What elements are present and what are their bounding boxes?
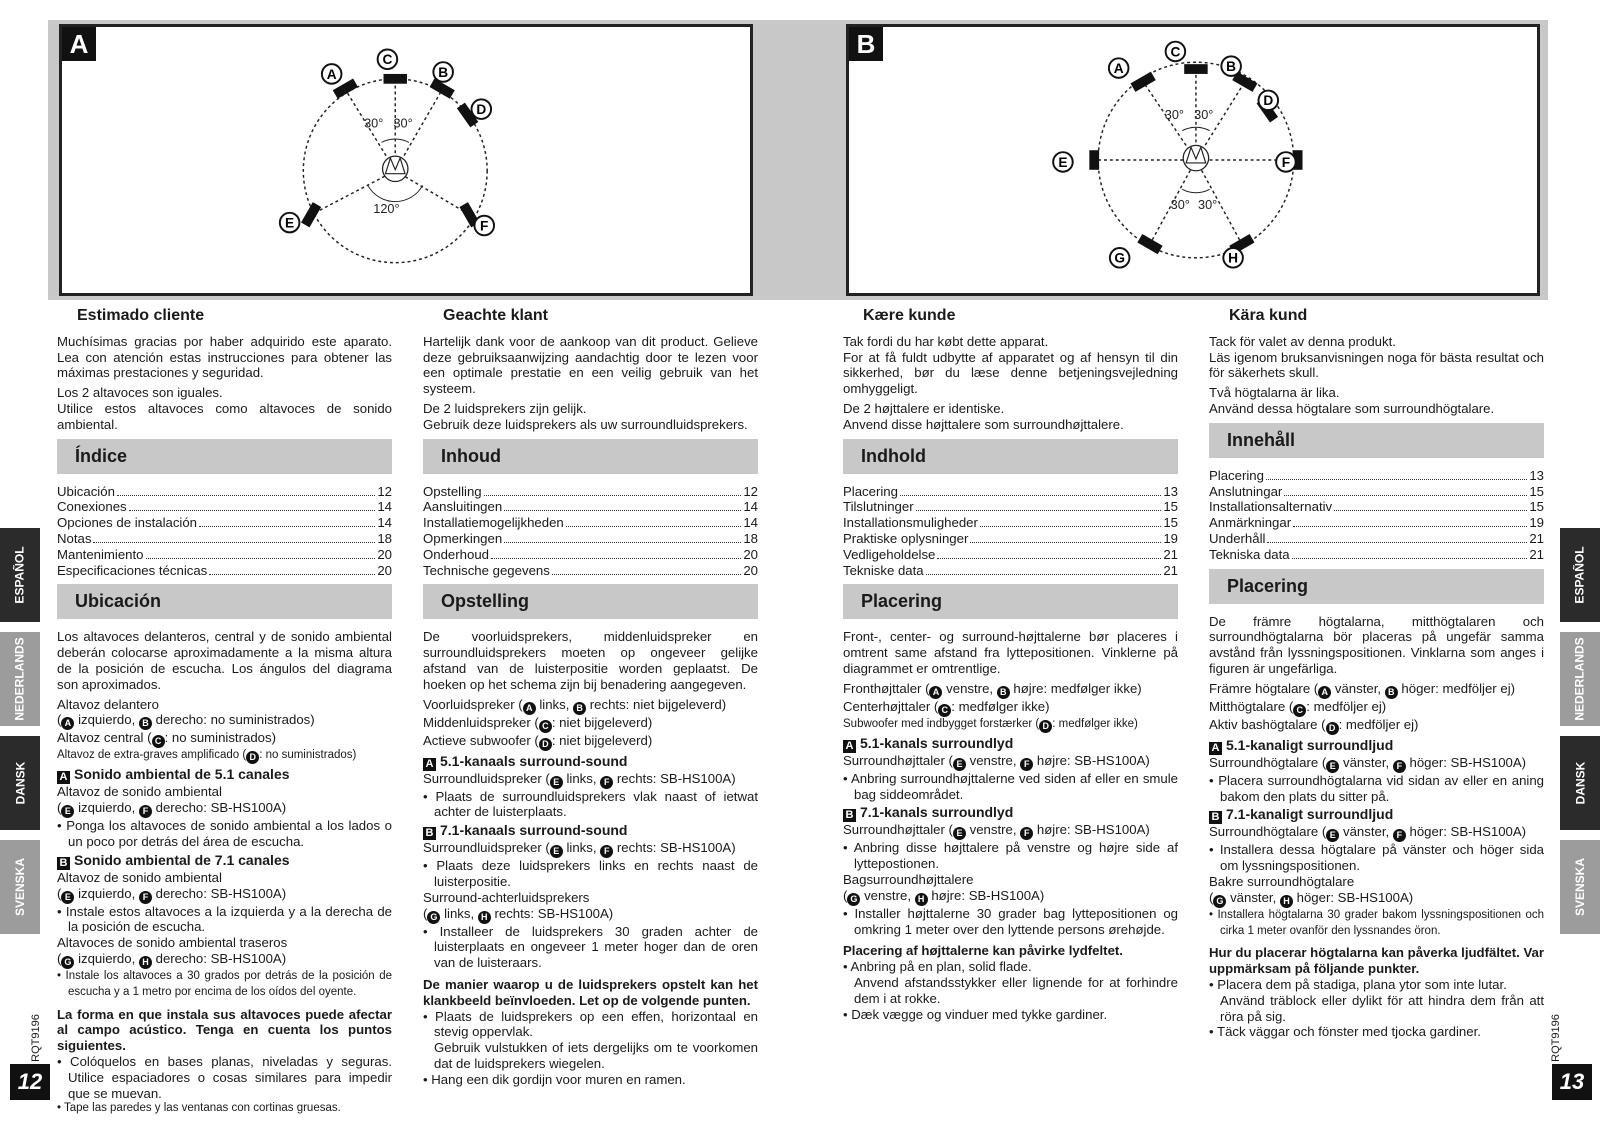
toc-leader: [491, 558, 741, 559]
circle-g-icon: G: [61, 956, 74, 969]
speaker-badge-label-a: A: [1113, 60, 1124, 76]
rear-surround-heading: Bakre surroundhögtalare: [1209, 873, 1355, 889]
bullet: • Täck väggar och fönster med tjocka gardiner.: [1209, 1024, 1481, 1040]
toc-item: [843, 499, 1178, 515]
angle-text-left: 30°: [364, 115, 384, 131]
section-heading-placement: Placering: [1209, 569, 1544, 604]
toc-item-page: 18: [377, 530, 392, 546]
surround-line: Surroundhøjttaler ( E venstre, F højre: SB-HS100A): [843, 752, 1150, 769]
speaker-badge-label-f: F: [1281, 154, 1291, 170]
bullet: • Hang een dik gordijn voor muren en ramen.: [423, 1071, 686, 1087]
toc-item-label: Anslutningar: [1209, 483, 1283, 499]
circle-d-icon: D: [539, 738, 552, 751]
toc-item-label: Ubicación: [57, 483, 115, 499]
page-number-right: 13: [1552, 1064, 1592, 1100]
angle-text-rear-left: 30°: [1170, 196, 1190, 212]
speaker-c: [384, 74, 407, 84]
intro: Läs igenom bruksanvisningen noga för bästa resultat och för säkerhets skull.: [1209, 349, 1544, 381]
toc-leader: [129, 510, 376, 511]
subwoofer-line: Aktiv bashögtalare ( D : medföljer ej): [1209, 716, 1419, 733]
intro: For at få fuldt udbytte af apparatet og af hensyn til din sikkerhed, bør du læse denne betjeningsvejledning omhyggeligt.: [843, 349, 1178, 397]
bullet: • Colóquelos en bases planas, niveladas y seguras. Utilice espaciadores o cosas similares para impedir que se muevan.: [57, 1053, 392, 1101]
center-speaker-line: Mitthögtalare ( C : medföljer ej): [1209, 698, 1387, 715]
toc-item: [843, 515, 1178, 531]
front-speaker-line: Voorluidspreker ( A links, B rechts: niet bijgeleverd): [423, 696, 727, 713]
circle-e-icon: E: [550, 776, 563, 789]
toc-item-label: Tekniske data: [843, 562, 924, 578]
front-speaker-line: ( A izquierdo, B derecho: no suministrados): [57, 712, 315, 729]
center-speaker-line: Middenluidspreker ( C : niet bijgeleverd): [423, 714, 653, 731]
speaker-g: [1137, 234, 1162, 254]
circle-f-icon: F: [1020, 758, 1033, 771]
rear-surround-heading: Surround-achterluidsprekers: [423, 889, 590, 905]
greeting: Geachte klant: [443, 307, 548, 324]
section-heading-placement: Opstelling: [423, 584, 758, 619]
circle-h-icon: H: [139, 956, 152, 969]
toc-item-label: Mantenimiento: [57, 546, 144, 562]
circle-e-icon: E: [953, 758, 966, 771]
side-tab-dansk-left: DANSK: [0, 736, 40, 830]
bullet: • Dæk vægge og vinduer med tykke gardiner.: [843, 1006, 1108, 1022]
surround-line: Surroundluidspreker ( E links, F rechts: SB-HS100A): [423, 840, 736, 857]
speaker-badge-label-a: A: [326, 66, 337, 82]
rear-surround-line: ( G izquierdo, H derecho: SB-HS100A): [57, 950, 287, 967]
angle-text-front-left: 30°: [1164, 106, 1185, 122]
heading-5-1: A 5.1-kanaals surround-sound: [423, 754, 758, 771]
placement-text: Los altavoces delanteros, central y de sonido ambiental deberán colocarse aproximadamente a la misma altura de la posición de escucha. Los ángulos del diagrama son aproximados.: [57, 629, 392, 692]
section-heading-placement: Ubicación: [57, 584, 392, 619]
heading-5-1: A Sonido ambiental de 5.1 canales: [57, 767, 392, 784]
surround-heading: Altavoz de sonido ambiental: [57, 869, 222, 885]
toc-item-label: Placering: [843, 483, 898, 499]
toc-item-page: 21: [1163, 546, 1178, 562]
heading-5-1: A 5.1-kanaligt surroundljud: [1209, 738, 1544, 755]
toc-item-label: Aansluitingen: [423, 499, 503, 515]
bullet: • Anbring på en plan, solid flade.: [843, 959, 1032, 975]
toc-leader: [1267, 542, 1527, 543]
box-a-icon: A: [423, 758, 436, 771]
toc-leader: [117, 495, 375, 496]
diagram-a-label: A: [62, 27, 96, 61]
bullet-continued: Anvend afstandsstykker eller lignende for at forhindre dem i at rokke.: [854, 974, 1178, 1006]
speaker-e: [1089, 150, 1099, 170]
toc-item-label: Technische gegevens: [423, 562, 550, 578]
toc-leader: [504, 510, 741, 511]
toc-item-page: 13: [1529, 467, 1544, 483]
subwoofer-line: Subwoofer med indbygget forstærker ( D : medfølger ikke): [843, 717, 1138, 731]
surround-line: Surroundhögtalare ( E vänster, F höger: SB-HS100A): [1209, 824, 1527, 841]
toc-item-page: 14: [743, 515, 758, 531]
intro: Tack för valet av denna produkt.: [1209, 333, 1396, 349]
toc-item-label: Opciones de instalación: [57, 515, 198, 531]
bullet: • Plaats deze luidsprekers links en rechts naast de luisterpositie.: [423, 858, 758, 889]
toc-leader: [926, 574, 1162, 575]
diagram-panel-b: [846, 24, 1540, 296]
bullet: • Installer højttalerne 30 grader bag lyttepositionen og omkring 1 meter over den lyttende persons ørehøjde.: [843, 905, 1178, 937]
box-b-icon: B: [423, 827, 436, 840]
section-heading-toc: Índice: [57, 439, 392, 474]
toc-leader: [504, 542, 741, 543]
center-speaker-line: Centerhøjttaler ( C : medfølger ikke): [843, 698, 1050, 715]
front-speaker-line: Främre högtalare ( A vänster, B höger: medföljer ej): [1209, 680, 1516, 697]
intro: Muchísimas gracias por haber adquirido este aparato. Lea con atención estas instrucciones para obtener las máximas prestaciones y seguridad.: [57, 333, 392, 381]
surround-line: Surroundhögtalare ( E vänster, F höger: SB-HS100A): [1209, 754, 1527, 771]
heading-7-1: B Sonido ambiental de 7.1 canales: [57, 853, 392, 870]
side-tab-espanol-left: ESPAÑOL: [0, 528, 40, 622]
speaker-c: [1184, 64, 1207, 74]
toc-leader: [937, 558, 1161, 559]
section-heading-placement: Placering: [843, 584, 1178, 619]
toc-item-page: 20: [743, 562, 758, 578]
section-heading-toc: Inhoud: [423, 439, 758, 474]
circle-a-icon: A: [929, 686, 942, 699]
subwoofer-line: Actieve subwoofer ( D : niet bijgeleverd): [423, 732, 653, 749]
toc-item: [1209, 547, 1544, 563]
intro-note: De 2 højttalere er identiske.: [843, 400, 1005, 416]
speaker-badge-label-f: F: [480, 218, 489, 234]
toc-item: [423, 499, 758, 515]
toc-item-label: Notas: [57, 530, 92, 546]
toc-leader: [93, 542, 375, 543]
circle-c-icon: C: [938, 704, 951, 717]
toc-item-page: 14: [377, 515, 392, 531]
toc-item-label: Opmerkingen: [423, 530, 503, 546]
speaker-badge-label-d: D: [476, 102, 487, 118]
toc-item: [843, 484, 1178, 500]
toc-item-page: 19: [1163, 530, 1178, 546]
rear-surround-heading: Bagsurroundhøjttalere: [843, 871, 974, 887]
bullet: • Ponga los altavoces de sonido ambiental a los lados o un poco por detrás del área de escucha.: [57, 818, 392, 849]
rear-surround-heading: Altavoces de sonido ambiental traseros: [57, 935, 288, 951]
toc-leader: [1284, 495, 1527, 496]
page-number-left: 12: [10, 1064, 50, 1100]
intro-note: Anvend disse højttalere som surroundhøjttalere.: [843, 416, 1124, 432]
toc-item-label: Especificaciones técnicas: [57, 562, 208, 578]
intro-note: Gebruik deze luidsprekers als uw surroundluidsprekers.: [423, 416, 748, 432]
speaker-badge-label-g: G: [1114, 250, 1125, 266]
rear-surround-line: ( G venstre, H højre: SB-HS100A): [843, 887, 1045, 904]
circle-f-icon: F: [600, 776, 613, 789]
speaker-badge-label-c: C: [1170, 44, 1181, 60]
bullet: • Instale estos altavoces a la izquierda y a la derecha de la posición de escucha.: [57, 903, 392, 935]
column-espanol: [57, 308, 392, 1117]
toc-leader: [484, 495, 742, 496]
circle-c-icon: C: [1293, 704, 1306, 717]
heading-7-1: B 7.1-kanals surroundlyd: [843, 805, 1178, 822]
intro-note: Utilice estos altavoces como altavoces de sonido ambiental.: [57, 400, 392, 432]
angle-arc-rear: [368, 185, 423, 201]
toc-item: [1209, 484, 1544, 500]
listener-icon: [383, 156, 408, 181]
circle-d-icon: D: [1039, 720, 1052, 733]
greeting: Kära kund: [1229, 307, 1308, 324]
toc-item-label: Anmärkningar: [1209, 515, 1292, 531]
toc-item-page: 15: [1163, 515, 1178, 531]
surround-line: Surroundluidspreker ( E links, F rechts: SB-HS100A): [423, 770, 736, 787]
toc-leader: [1293, 526, 1527, 527]
surround-line: ( E izquierdo, F derecho: SB-HS100A): [57, 885, 287, 902]
speaker-badge-label-c: C: [382, 52, 393, 68]
intro-note: Los 2 altavoces son iguales.: [57, 385, 223, 401]
circle-a-icon: A: [523, 702, 536, 715]
toc-item-label: Installatiemogelijkheden: [423, 515, 564, 531]
toc-item-page: 15: [1529, 499, 1544, 515]
toc-item-page: 20: [377, 562, 392, 578]
toc-leader: [566, 526, 742, 527]
toc-item-label: Underhåll: [1209, 530, 1266, 546]
angle-text-front-right: 30°: [1194, 106, 1214, 122]
toc-leader: [916, 510, 1162, 511]
toc-leader: [209, 574, 375, 575]
toc-item-page: 20: [743, 546, 758, 562]
heading-5-1: A 5.1-kanals surroundlyd: [843, 736, 1178, 753]
circle-g-icon: G: [1213, 895, 1226, 908]
toc-item: [1209, 499, 1544, 515]
angle-arc-rear: [1182, 189, 1209, 192]
section-heading-toc: Indhold: [843, 439, 1178, 474]
bullet: • Installera dessa högtalare på vänster och höger sida om lyssningspositionen.: [1209, 842, 1544, 874]
circle-f-icon: F: [139, 805, 152, 818]
toc-leader: [1266, 479, 1527, 480]
circle-f-icon: F: [1020, 827, 1033, 840]
front-speaker-line: Fronthøjttaler ( A venstre, B højre: medfølger ikke): [843, 680, 1142, 697]
bullet: • Plaats de surroundluidsprekers vlak naast of ietwat achter de luisterplaats.: [423, 788, 758, 820]
toc-item-page: 21: [1529, 530, 1544, 546]
toc-leader: [1334, 510, 1527, 511]
circle-a-icon: A: [1318, 686, 1331, 699]
circle-f-icon: F: [600, 845, 613, 858]
toc-item-label: Tekniska data: [1209, 546, 1290, 562]
circle-b-icon: B: [139, 717, 152, 730]
toc-item-label: Tilslutninger: [843, 499, 914, 515]
rear-surround-line: ( G vänster, H höger: SB-HS100A): [1209, 889, 1414, 906]
diagram-a-svg: [62, 27, 750, 293]
toc-item-label: Opstelling: [423, 483, 482, 499]
toc-item-label: Conexiones: [57, 499, 127, 515]
intro: Hartelijk dank voor de aankoop van dit product. Gelieve deze gebruiksaanwijzing aandachtig door te lezen voor een optimale prestatie en een veilig gebruik van het systeem.: [423, 333, 758, 397]
speaker-badge-label-e: E: [285, 215, 295, 231]
toc-leader: [199, 526, 375, 527]
toc-item: [423, 563, 758, 579]
bullet-continued: Gebruik vulstukken of iets dergelijks om te voorkomen dat de luidsprekers wiegelen.: [434, 1040, 758, 1071]
toc-item-label: Vedligeholdelse: [843, 546, 936, 562]
toc-item: [57, 515, 392, 531]
center-speaker-line: Altavoz central ( C : no suministrados): [57, 730, 276, 747]
circle-f-icon: F: [1393, 829, 1406, 842]
circle-e-icon: E: [550, 845, 563, 858]
bullet: • Anbring surroundhøjttalerne ved siden af eller en smule bag siddeområdet.: [843, 770, 1178, 802]
circle-g-icon: G: [427, 911, 440, 924]
circle-f-icon: F: [1393, 760, 1406, 773]
doc-code-right: RQT9196: [1549, 1014, 1562, 1062]
column-svenska: [1209, 308, 1544, 1040]
circle-g-icon: G: [847, 893, 860, 906]
speaker-badge-label-d: D: [1263, 93, 1274, 109]
bullet: • Anbring disse højttalere på venstre og højre side af lyttepostionen.: [843, 840, 1178, 872]
side-tab-dansk-right: DANSK: [1560, 736, 1600, 830]
side-tab-espanol-right: ESPAÑOL: [1560, 528, 1600, 622]
side-tab-nederlands-right: NEDERLANDS: [1560, 632, 1600, 726]
surround-line: ( E izquierdo, F derecho: SB-HS100A): [57, 800, 287, 817]
angle-text-right: 30°: [393, 115, 413, 131]
toc-item: [423, 484, 758, 500]
bullet-continued: Använd träblock eller dylikt för att hindra dem från att röra på sig.: [1220, 992, 1544, 1024]
bullet: • Plaats de luidsprekers op een effen, horizontaal en stevig oppervlak.: [423, 1008, 758, 1040]
toc-item: [1209, 531, 1544, 547]
toc-item-page: 12: [377, 483, 392, 499]
subwoofer-line: Altavoz de extra-graves amplificado ( D : no suministrados): [57, 749, 357, 763]
box-a-icon: A: [843, 740, 856, 753]
heading-7-1: B 7.1-kanaligt surroundljud: [1209, 807, 1544, 824]
toc-item-page: 21: [1529, 546, 1544, 562]
surround-line: Surroundhøjttaler ( E venstre, F højre: SB-HS100A): [843, 822, 1150, 839]
circle-c-icon: C: [539, 720, 552, 733]
bullet: • Tape las paredes y las ventanas con cortinas gruesas.: [57, 1102, 341, 1115]
speaker-badge-label-e: E: [1058, 154, 1068, 170]
circle-h-icon: H: [478, 911, 491, 924]
intro-note: Använd dessa högtalare som surroundhögtalare.: [1209, 400, 1495, 416]
speaker-a: [1131, 72, 1156, 92]
toc-list: [423, 484, 758, 579]
circle-d-icon: D: [1326, 722, 1339, 735]
toc-item: [57, 547, 392, 563]
circle-e-icon: E: [1326, 829, 1339, 842]
toc-item: [843, 563, 1178, 579]
circle-b-icon: B: [997, 686, 1010, 699]
circle-b-icon: B: [1385, 686, 1398, 699]
box-a-icon: A: [1209, 742, 1222, 755]
toc-item-page: 18: [743, 530, 758, 546]
diagram-b-label: B: [849, 27, 883, 61]
column-dansk: [843, 308, 1178, 1022]
box-b-icon: B: [57, 857, 70, 870]
toc-leader: [980, 526, 1161, 527]
bullet: • Placera dem på stadiga, plana ytor som inte lutar.: [1209, 976, 1507, 992]
diagram-b-svg: [849, 27, 1537, 293]
box-b-icon: B: [843, 809, 856, 822]
toc-item-page: 15: [1529, 483, 1544, 499]
warning-text: Placering af højttalerne kan påvirke lydfeltet.: [843, 943, 1123, 959]
side-tab-svenska-right: SVENSKA: [1560, 840, 1600, 934]
bullet: • Installeer de luidsprekers 30 graden achter de luisterplaats en ongeveer 1 meter hoger dan de oren van de luisteraars.: [423, 923, 758, 971]
toc-item-page: 13: [1163, 483, 1178, 499]
greeting: Kære kunde: [863, 307, 956, 324]
toc-item: [423, 515, 758, 531]
toc-item-page: 20: [377, 546, 392, 562]
circle-a-icon: A: [61, 717, 74, 730]
circle-f-icon: F: [139, 891, 152, 904]
toc-item-page: 12: [743, 483, 758, 499]
circle-e-icon: E: [61, 891, 74, 904]
heading-7-1: B 7.1-kanaals surround-sound: [423, 823, 758, 840]
circle-h-icon: H: [915, 893, 928, 906]
circle-e-icon: E: [1326, 760, 1339, 773]
toc-item-page: 21: [1163, 562, 1178, 578]
circle-h-icon: H: [1280, 895, 1293, 908]
intro-note: De 2 luidsprekers zijn gelijk.: [423, 400, 587, 416]
toc-item: [423, 531, 758, 547]
toc-item: [843, 547, 1178, 563]
toc-item-page: 15: [1163, 499, 1178, 515]
rear-surround-line: ( G links, H rechts: SB-HS100A): [423, 905, 614, 922]
intro-note: Två högtalarna är lika.: [1209, 385, 1340, 401]
toc-leader: [1292, 558, 1528, 559]
toc-list: [57, 484, 392, 579]
toc-item: [57, 484, 392, 500]
toc-item-label: Praktiske oplysninger: [843, 530, 969, 546]
toc-item-page: 14: [377, 499, 392, 515]
toc-item-label: Installationsmuligheder: [843, 515, 978, 531]
intro: Tak fordi du har købt dette apparat.: [843, 333, 1049, 349]
toc-item-label: Placering: [1209, 467, 1264, 483]
speaker-badge-label-b: B: [1226, 59, 1237, 75]
toc-item-label: Onderhoud: [423, 546, 489, 562]
toc-leader: [552, 574, 741, 575]
circle-c-icon: C: [152, 735, 165, 748]
toc-list: [843, 484, 1178, 579]
greeting: Estimado cliente: [77, 307, 205, 324]
surround-heading: Altavoz de sonido ambiental: [57, 784, 222, 800]
toc-item-label: Installationsalternativ: [1209, 499, 1333, 515]
speaker-badge-label-h: H: [1228, 250, 1239, 266]
toc-leader: [970, 542, 1161, 543]
diagram-panel-a: [59, 24, 753, 296]
warning-text: De manier waarop u de luidsprekers opstelt kan het klankbeeld beïnvloeden. Let op de volgende punten.: [423, 976, 758, 1008]
angle-text-rear: 120°: [373, 200, 400, 216]
bullet: • Placera surroundhögtalarna vid sidan av eller en aning bakom den plats du sitter på.: [1209, 772, 1544, 804]
toc-item: [57, 531, 392, 547]
placement-text: Front-, center- og surround-højttalerne bør placeres i omtrent same afstand fra lyttepositionen. Vinklerne på diagrammet er omtrentlige.: [843, 629, 1178, 676]
warning-text: Hur du placerar högtalarna kan påverka ljudfältet. Var uppmärksam på följande punkter.: [1209, 945, 1544, 977]
speaker-e: [301, 202, 321, 227]
front-speaker-heading: Altavoz delantero: [57, 696, 159, 712]
side-tab-svenska-left: SVENSKA: [0, 840, 40, 934]
circle-e-icon: E: [953, 827, 966, 840]
bullet: • Installera högtalarna 30 grader bakom lyssningspositionen och cirka 1 meter ovanför den lyssnandes öron.: [1209, 908, 1544, 937]
toc-item: [1209, 468, 1544, 484]
circle-e-icon: E: [61, 805, 74, 818]
toc-item: [1209, 515, 1544, 531]
toc-leader: [900, 495, 1161, 496]
toc-item-page: 14: [743, 499, 758, 515]
box-a-icon: A: [57, 771, 70, 784]
speaker-badge-label-b: B: [438, 64, 449, 80]
placement-text: De voorluidsprekers, middenluidspreker en surroundluidsprekers moeten op ongeveer gelijke afstand van de luisterpositie worden geplaatst. De hoeken op het schema zijn bij benadering aangegeven.: [423, 629, 758, 692]
bullet: • Instale los altavoces a 30 grados por detrás de la posición de escucha y a 1 metro por encima de los oídos del oyente.: [57, 969, 392, 998]
column-nederlands: [423, 308, 758, 1088]
circle-d-icon: D: [246, 751, 259, 764]
listener-icon: [1183, 145, 1208, 170]
toc-leader: [146, 558, 376, 559]
placement-text: De främre högtalarna, mitthögtalaren och surroundhögtalarna bör placeras på ungefär samma avstånd från lyssningspositionen. Vinklarna som anges i figuren är ungefärliga.: [1209, 613, 1544, 676]
side-tab-nederlands-left: NEDERLANDS: [0, 632, 40, 726]
toc-item: [57, 499, 392, 515]
toc-item: [843, 531, 1178, 547]
toc-item: [423, 547, 758, 563]
box-b-icon: B: [1209, 811, 1222, 824]
section-heading-toc: Innehåll: [1209, 423, 1544, 458]
toc-item-page: 19: [1529, 515, 1544, 531]
circle-b-icon: B: [573, 702, 586, 715]
doc-code-left: RQT9196: [29, 1014, 42, 1062]
angle-text-rear-right: 30°: [1198, 196, 1218, 212]
toc-item: [57, 563, 392, 579]
toc-list: [1209, 468, 1544, 563]
warning-text: La forma en que instala sus altavoces puede afectar al campo acústico. Tenga en cuenta los puntos siguientes.: [57, 1006, 392, 1054]
